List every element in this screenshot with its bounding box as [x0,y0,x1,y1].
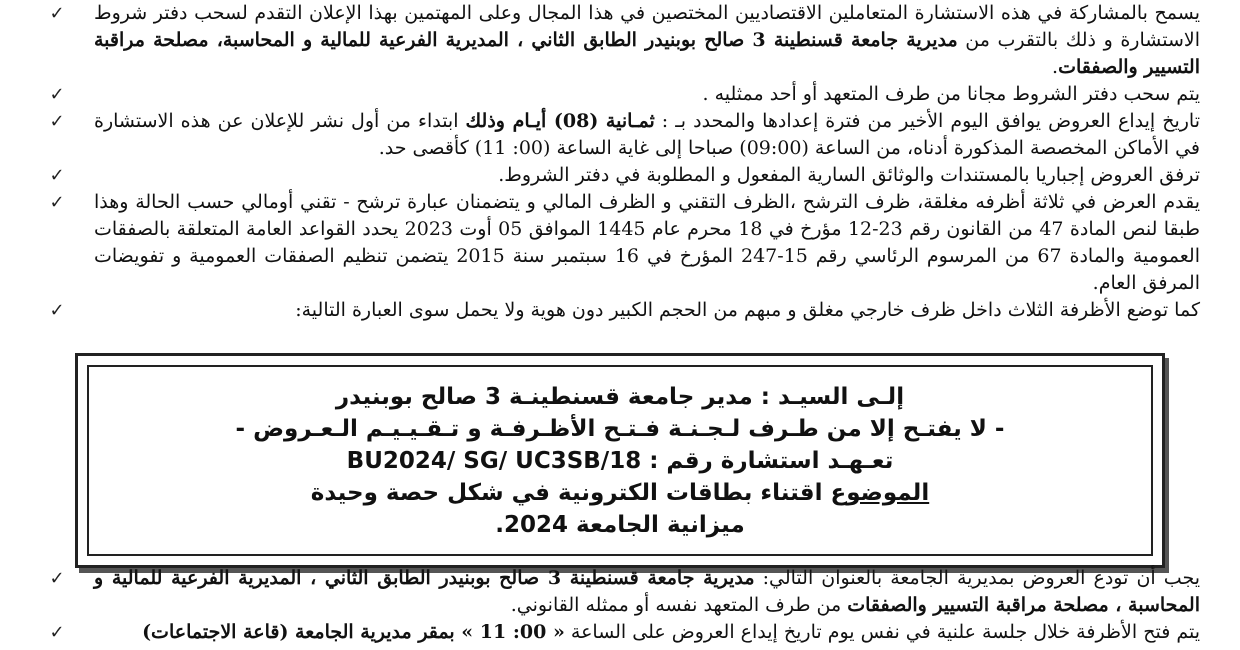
checkmark-icon: ✓ [49,84,65,105]
list-item-text [74,297,1200,324]
list-item [40,619,1200,646]
list-item [40,0,1200,81]
list-item [40,108,1200,162]
box-addressee: إلـى السيـد : مدير جامعة قسنطينـة 3 صالح بوبنيدر [335,383,905,410]
list-item-text [74,162,1200,189]
box-subject-label: الموضوع [830,479,930,506]
list-item [40,189,1200,297]
text-run: ابتداء من أول نشر للإعلان عن هذه الاستشارة في الأماكن المخصصة المذكورة أدناه، من الساعة (09:00) صباحا إلى غاية الساعة (00: 11) كأقصى حد. [94,110,1200,159]
envelope-label-box [75,353,1165,568]
bold-text: مديرية جامعة قسنطينة 3 صالح بوبنيدر الطابق الثاني ، المديرية الفرعية للمالية و المحاسبة ، مصلحة مراقبة التسيير والصفقات [94,567,1200,616]
list-item [40,297,1200,324]
list-item-text [74,189,1200,297]
conditions-list-top [40,0,1200,324]
list-item-text [74,108,1200,162]
text-run: يتم سحب دفتر الشروط مجانا من طرف المتعهد أو أحد ممثليه . [702,83,1200,105]
text-run: كما توضع الأظرفة الثلاث داخل ظرف خارجي مغلق و مبهم من الحجم الكبير دون هوية ولا يحمل سوى العبارة التالية: [295,299,1200,321]
text-run: يقدم العرض في ثلاثة أظرفه مغلقة، ظرف الترشح ،الظرف التقني و الظرف المالي و يتضمنان عبارة ترشح - تقني أومالي حسب الحالة وهذا طبقا لنص المادة 47 من القانون رقم 23-12 مؤرخ في 18 محرم عام 1445 الموافق 05 أوت 2023 يحدد القواعد العامة المتعلقة بالصفقات العمومية والمادة 67 من المرسوم الرئاسي رقم 15-247 المؤرخ في 16 سبتمبر سنة 2015 يتضمن تنظيم الصفقات العمومية و تفويضات المرفق العام. [94,191,1200,294]
list-item-text [74,619,1200,646]
bold-text: ثمـانية (08) أيـام وذلك [465,110,655,132]
list-item-text [74,0,1200,81]
list-item [40,565,1200,619]
checkmark-icon: ✓ [49,568,65,589]
checkmark-icon: ✓ [49,622,65,643]
bold-text: مديرية جامعة قسنطينة 3 صالح بوبنيدر الطابق الثاني ، المديرية الفرعية للمالية و المحاسبة، مصلحة مراقبة التسيير والصفقات [94,29,1200,78]
checkmark-icon: ✓ [49,3,65,24]
text-run: ترفق العروض إجباريا بالمستندات والوثائق السارية المفعول و المطلوبة في دفتر الشروط. [498,164,1200,186]
text-run: يتم فتح الأظرفة خلال جلسة علنية في نفس يوم تاريخ إيداع العروض على الساعة [564,621,1200,643]
list-item-text [74,81,1200,108]
checkmark-icon: ✓ [49,192,65,213]
bold-text: « 00: 11 » بمقر مديرية الجامعة (قاعة الاجتماعات) [142,621,565,643]
conditions-list-bottom [40,565,1200,646]
box-inner-border [87,365,1153,556]
checkmark-icon: ✓ [49,165,65,186]
box-opening-notice: - لا يفتـح إلا من طـرف لـجـنـة فـتـح الأظـرفـة و تـقـيـيـم الـعـروض - [235,415,1005,442]
text-run: يسمح بالمشاركة في هذه الاستشارة المتعاملين الاقتصاديين المختصين في هذا المجال وعلى المهتمين بهذا الإعلان التقدم لسحب دفتر شروط الاستشارة و ذلك بالتقرب من [94,2,1200,51]
checkmark-icon: ✓ [49,111,65,132]
text-run: من طرف المتعهد نفسه أو ممثله القانوني. [510,594,848,616]
box-subject [311,477,929,509]
text-run: . [1052,56,1059,78]
box-consultation-number: تعـهـد استشارة رقم : BU2024/ SG/ UC3SB/18 [346,447,894,474]
text-run: تاريخ إيداع العروض يوافق اليوم الأخير من فترة إعدادها والمحدد بـ : [654,110,1200,132]
list-item-text [74,565,1200,619]
list-item [40,81,1200,108]
box-subject-text: اقتناء بطاقات الكترونية في شكل حصة وحيدة [310,479,831,506]
checkmark-icon: ✓ [49,300,65,321]
text-run: يجب أن تودع العروض بمديرية الجامعة بالعنوان التالي: [754,567,1200,589]
list-item [40,162,1200,189]
box-budget: ميزانية الجامعة 2024. [495,511,745,538]
